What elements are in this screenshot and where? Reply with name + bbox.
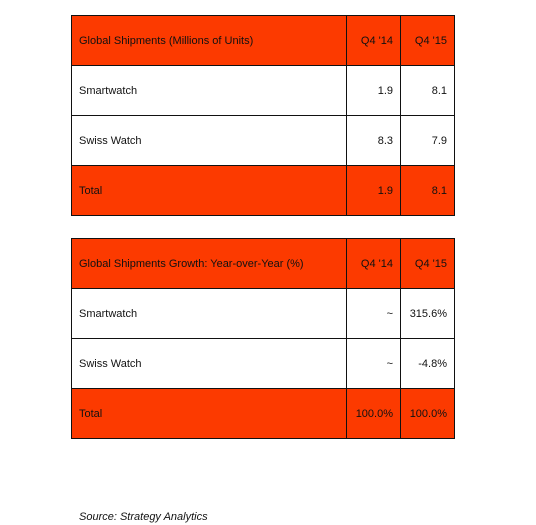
table-row (72, 339, 455, 389)
table-header-row (72, 16, 455, 66)
cell-q4-14: ~ (347, 339, 401, 389)
table-header-row (72, 239, 455, 289)
total-q4-15: 8.1 (401, 166, 455, 216)
table-row (72, 116, 455, 166)
shipments-table (71, 15, 455, 216)
row-label: Swiss Watch (72, 116, 347, 166)
cell-q4-15: 7.9 (401, 116, 455, 166)
cell-q4-15: 8.1 (401, 66, 455, 116)
column-header-q4-14: Q4 '14 (347, 16, 401, 66)
cell-q4-15: 315.6% (401, 289, 455, 339)
source-note: Source: Strategy Analytics (79, 511, 208, 523)
column-header-q4-15: Q4 '15 (401, 16, 455, 66)
total-q4-14: 1.9 (347, 166, 401, 216)
total-q4-14: 100.0% (347, 389, 401, 439)
growth-table (71, 238, 455, 439)
column-header-q4-14: Q4 '14 (347, 239, 401, 289)
table-row (72, 66, 455, 116)
row-label: Swiss Watch (72, 339, 347, 389)
cell-q4-14: 1.9 (347, 66, 401, 116)
total-q4-15: 100.0% (401, 389, 455, 439)
row-label: Smartwatch (72, 66, 347, 116)
total-label: Total (72, 389, 347, 439)
table-row (72, 289, 455, 339)
cell-q4-15: -4.8% (401, 339, 455, 389)
cell-q4-14: 8.3 (347, 116, 401, 166)
table-title: Global Shipments (Millions of Units) (72, 16, 347, 66)
cell-q4-14: ~ (347, 289, 401, 339)
total-label: Total (72, 166, 347, 216)
table-title: Global Shipments Growth: Year-over-Year (%) (72, 239, 347, 289)
table-total-row (72, 389, 455, 439)
row-label: Smartwatch (72, 289, 347, 339)
column-header-q4-15: Q4 '15 (401, 239, 455, 289)
table-total-row (72, 166, 455, 216)
